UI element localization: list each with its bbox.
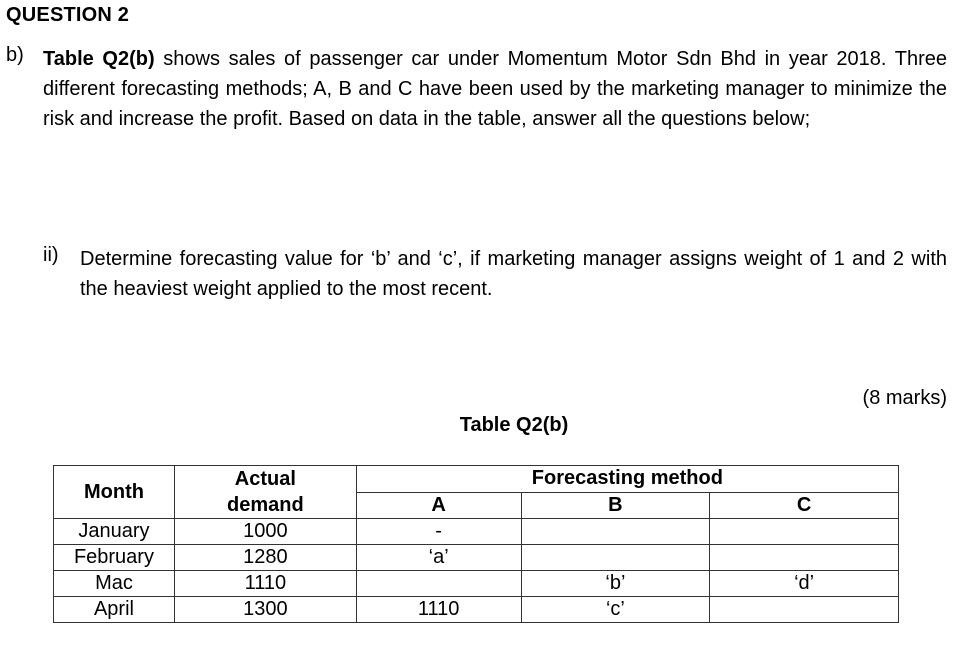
- sales-forecast-table: [53, 465, 899, 623]
- header-month: Month: [54, 466, 175, 519]
- question-intro-paragraph: [43, 44, 947, 134]
- cell-month: April: [54, 597, 175, 623]
- cell-method-a: ‘a’: [356, 545, 521, 571]
- question-heading: QUESTION 2: [6, 4, 130, 26]
- header-actual-line1: Actual: [234, 468, 296, 490]
- table-row: [54, 571, 899, 597]
- header-actual-demand: [174, 466, 356, 519]
- part-label: b): [6, 44, 24, 66]
- cell-actual: 1110: [174, 571, 356, 597]
- cell-method-b: [521, 545, 710, 571]
- header-forecasting-method: Forecasting method: [356, 466, 898, 493]
- header-method-a: A: [356, 492, 521, 519]
- sub-question-label: ii): [43, 244, 59, 266]
- cell-actual: 1300: [174, 597, 356, 623]
- cell-actual: 1000: [174, 519, 356, 545]
- cell-method-b: ‘b’: [521, 571, 710, 597]
- sub-question-text: Determine forecasting value for ‘b’ and ‘c’, if marketing manager assigns weight of 1 and 2 with the heaviest weight applied to the most recent.: [80, 248, 947, 300]
- table-row: [54, 519, 899, 545]
- header-actual-line2: demand: [226, 494, 304, 516]
- cell-month: Mac: [54, 571, 175, 597]
- cell-month: January: [54, 519, 175, 545]
- table-title: Table Q2(b): [459, 414, 569, 436]
- table-row: [54, 545, 899, 571]
- table-reference: Table Q2(b): [43, 48, 155, 70]
- cell-method-b: ‘c’: [521, 597, 710, 623]
- header-method-c: C: [710, 492, 899, 519]
- cell-month: February: [54, 545, 175, 571]
- marks-label: (8 marks): [862, 387, 947, 409]
- cell-method-c: [710, 597, 899, 623]
- cell-method-a: [356, 571, 521, 597]
- table-row: [54, 597, 899, 623]
- cell-method-c: [710, 519, 899, 545]
- cell-method-a: 1110: [356, 597, 521, 623]
- header-method-b: B: [521, 492, 710, 519]
- table-header-row: [54, 466, 899, 493]
- intro-text: shows sales of passenger car under Momentum Motor Sdn Bhd in year 2018. Three different forecasting methods; A, B and C have been used by the marketing manager to minimize the risk and increase the profit. Based on data in the table, answer all the questions below;: [43, 48, 948, 130]
- cell-method-c: ‘d’: [710, 571, 899, 597]
- cell-method-b: [521, 519, 710, 545]
- cell-method-c: [710, 545, 899, 571]
- cell-method-a: -: [356, 519, 521, 545]
- cell-actual: 1280: [174, 545, 356, 571]
